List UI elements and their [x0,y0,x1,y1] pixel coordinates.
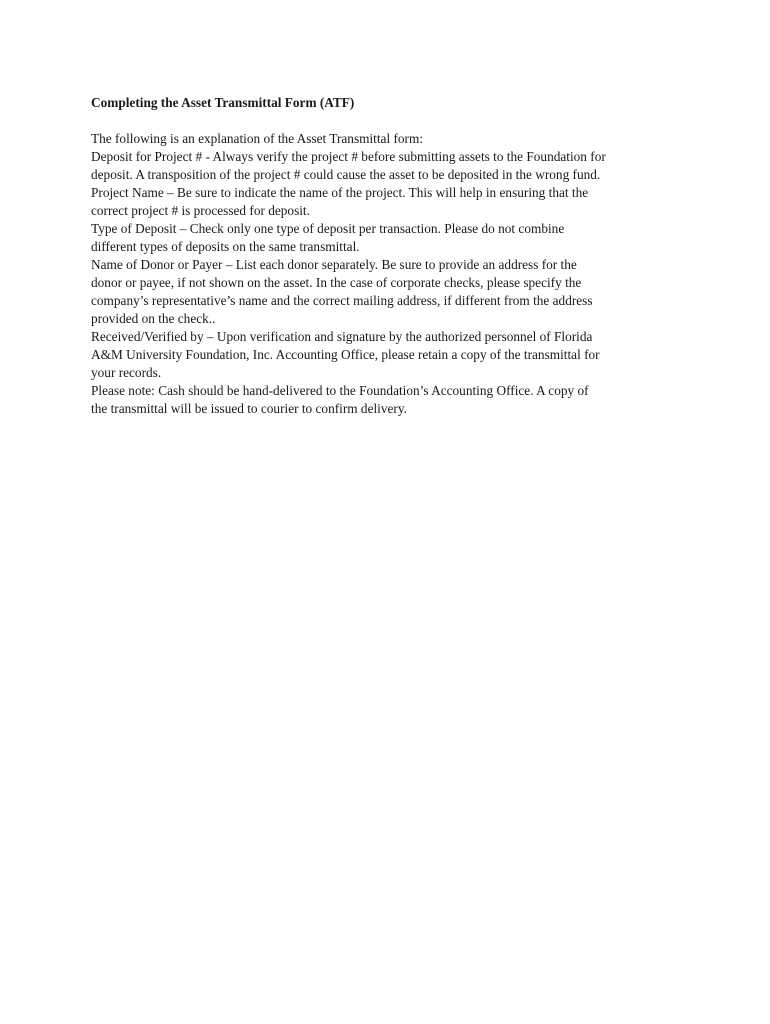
text-line: A&M University Foundation, Inc. Accounting Office, please retain a copy of the transmittal for [91,347,600,362]
document-body [91,94,691,418]
text-line: Project Name – Be sure to indicate the name of the project. This will help in ensuring that the [91,185,589,200]
text-line: Type of Deposit – Check only one type of deposit per transaction. Please do not combine [91,221,565,236]
text-line: company’s representative’s name and the correct mailing address, if different from the address [91,293,593,308]
text-line: correct project # is processed for deposit. [91,203,310,218]
text-line: Received/Verified by – Upon verification and signature by the authorized personnel of Florida [91,329,593,344]
text-line: the transmittal will be issued to courier to confirm delivery. [91,401,407,416]
page-title: Completing the Asset Transmittal Form (ATF) [91,95,355,110]
text-line: Deposit for Project # - Always verify the project # before submitting assets to the Foundation for [91,149,606,164]
text-line: donor or payee, if not shown on the asset. In the case of corporate checks, please specify the [91,275,582,290]
text-line: deposit. A transposition of the project # could cause the asset to be deposited in the wrong fund. [91,167,601,182]
text-line: Please note: Cash should be hand-delivered to the Foundation’s Accounting Office. A copy of [91,383,589,398]
text-line: different types of deposits on the same transmittal. [91,239,360,254]
text-line: your records. [91,365,162,380]
text-line: The following is an explanation of the Asset Transmittal form: [91,131,424,146]
text-line: provided on the check.. [91,311,216,326]
text-line: Name of Donor or Payer – List each donor separately. Be sure to provide an address for the [91,257,577,272]
